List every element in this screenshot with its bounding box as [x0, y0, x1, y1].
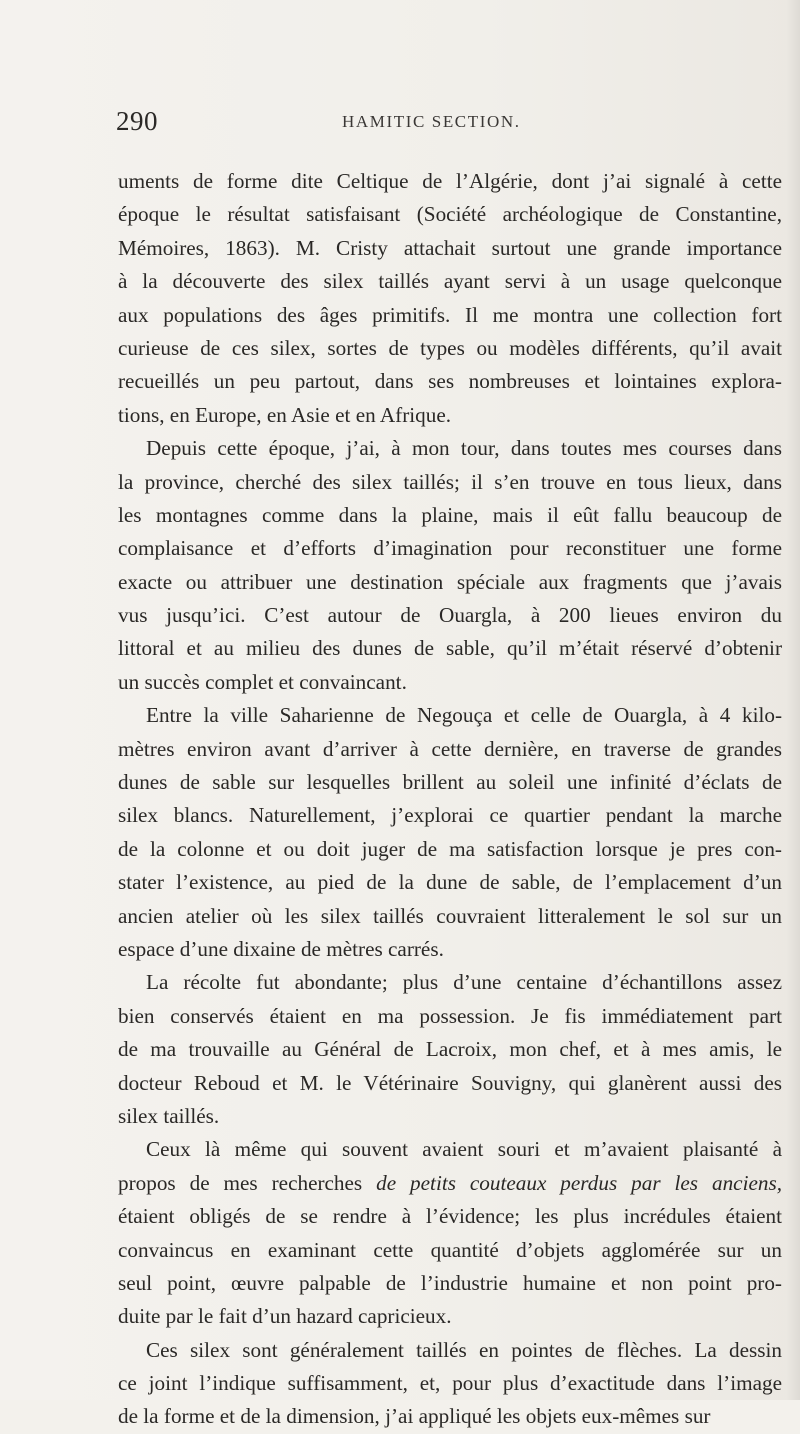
text-line: silex taillés.	[118, 1103, 220, 1128]
text-line: ce joint l’indique suffisamment, et, pour plus d’exactitude dans l’image	[118, 1371, 782, 1396]
text-line: silex blancs. Naturellement, j’explorai ce quartier pendant la marche	[118, 803, 782, 828]
paragraph	[118, 966, 782, 1133]
text-line: de la forme et de la dimension, j’ai appliqué les objets eux-mêmes sur	[118, 1404, 711, 1429]
italic-text: de petits couteaux perdus par les anciens,	[376, 1170, 782, 1195]
text-line: propos de mes recherches de petits couteaux perdus par les anciens,	[118, 1170, 782, 1195]
text-line: la province, cherché des silex taillés; il s’en trouve en tous lieux, dans	[118, 469, 782, 494]
text-line: espace d’une dixaine de mètres carrés.	[118, 936, 444, 961]
text-line: à la découverte des silex taillés ayant servi à un usage quelconque	[118, 269, 782, 294]
paragraph	[118, 699, 782, 966]
paragraph	[118, 432, 782, 699]
text-line: de ma trouvaille au Général de Lacroix, mon chef, et à mes amis, le	[118, 1037, 782, 1062]
text-line: duite par le fait d’un hazard capricieux.	[118, 1304, 452, 1329]
text-line: exacte ou attribuer une destination spéciale aux fragments que j’avais	[118, 569, 782, 594]
text-line: uments de forme dite Celtique de l’Algérie, dont j’ai signalé à cette	[118, 169, 782, 193]
paragraph	[118, 165, 782, 432]
text-line: époque le résultat satisfaisant (Société archéologique de Constantine,	[118, 202, 782, 227]
text-line: aux populations des âges primitifs. Il me montra une collection fort	[118, 302, 782, 327]
text-line: stater l’existence, au pied de la dune de sable, de l’emplacement d’un	[118, 870, 782, 895]
text-line: convaincus en examinant cette quantité d’objets agglomérée sur un	[118, 1237, 782, 1262]
text-line: Entre la ville Saharienne de Negouça et celle de Ouargla, à 4 kilo-	[146, 703, 782, 728]
text-line: tions, en Europe, en Asie et en Afrique.	[118, 402, 452, 427]
text-line: Depuis cette époque, j’ai, à mon tour, dans toutes mes courses dans	[146, 436, 782, 461]
text-line: La récolte fut abondante; plus d’une centaine d’échantillons assez	[146, 970, 782, 995]
body-text	[118, 165, 782, 1434]
text-line: étaient obligés de se rendre à l’évidence; les plus incrédules étaient	[118, 1204, 782, 1229]
text-line: bien conservés étaient en ma possession. Je fis immédiatement part	[118, 1003, 782, 1028]
text-line: littoral et au milieu des dunes de sable, qu’il m’était réservé d’obtenir	[118, 636, 782, 661]
text-line: mètres environ avant d’arriver à cette dernière, en traverse de grandes	[118, 736, 782, 761]
running-head	[116, 106, 778, 136]
text-line: les montagnes comme dans la plaine, mais il eût fallu beaucoup de	[118, 502, 782, 527]
running-head-title: HAMITIC SECTION.	[342, 112, 521, 131]
paragraph	[118, 1133, 782, 1333]
text-line: de la colonne et ou doit juger de ma satisfaction lorsque je pres con-	[118, 836, 782, 861]
text-line: ancien atelier où les silex taillés couvraient litteralement le sol sur un	[118, 903, 782, 928]
text-line: seul point, œuvre palpable de l’industrie humaine et non point pro-	[118, 1270, 782, 1295]
page-edge-shadow	[786, 0, 800, 1400]
text-line: docteur Reboud et M. le Vétérinaire Souvigny, qui glanèrent aussi des	[118, 1070, 782, 1095]
paragraph	[118, 1334, 782, 1434]
text-line: complaisance et d’efforts d’imagination pour reconstituer une forme	[118, 536, 782, 561]
text-line: vus jusqu’ici. C’est autour de Ouargla, à 200 lieues environ du	[118, 603, 782, 628]
text-line: un succès complet et convaincant.	[118, 669, 407, 694]
text-line: recueillés un peu partout, dans ses nombreuses et lointaines explora-	[118, 369, 782, 394]
text-line: dunes de sable sur lesquelles brillent au soleil une infinité d’éclats de	[118, 770, 782, 795]
page-number: 290	[116, 106, 158, 136]
text-line: Ces silex sont généralement taillés en pointes de flèches. La dessin	[146, 1337, 782, 1362]
text-line: Ceux là même qui souvent avaient souri et m’avaient plaisanté à	[146, 1137, 782, 1162]
text-line: Mémoires, 1863). M. Cristy attachait surtout une grande importance	[118, 235, 782, 260]
text-line: curieuse de ces silex, sortes de types ou modèles différents, qu’il avait	[118, 335, 782, 360]
